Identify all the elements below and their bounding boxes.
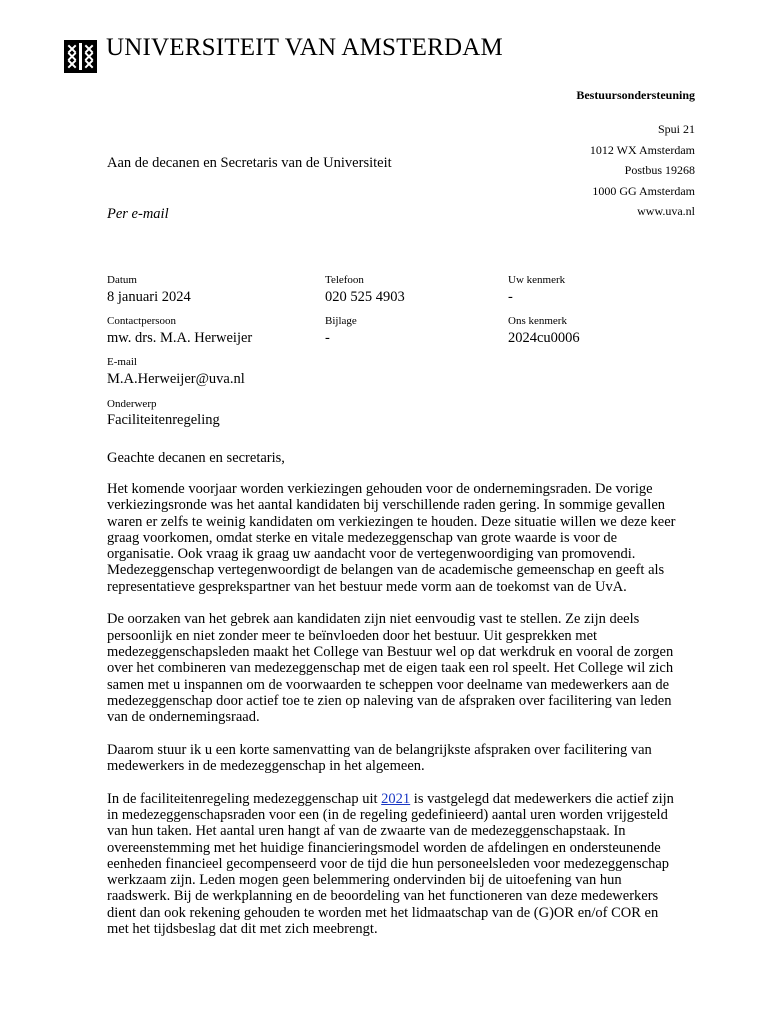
subject-value: Faciliteitenregeling <box>107 412 220 428</box>
uw-kenmerk-value: - <box>508 289 513 305</box>
paragraph: Daarom stuur ik u een korte samenvatting van de belangrijkste afspraken over facilitering van medewerkers in de medezeggenschap in het algemeen. <box>107 741 652 775</box>
paragraph: De oorzaken van het gebrek aan kandidaten zijn niet eenvoudig vast te stellen. Ze zijn deels persoonlijk en niet zonder meer te beïnvloeden door het bestuur. Uit gesprekken met medezeggenschapsleden maakt het College van Bestuur wel op dat werkdruk en vooral de zorgen over het combineren van medezeggenschap met de eigen taak een rol speelt. Het College wil zich samen met u inspannen om de voorwaarden te scheppen voor deelname van medewerkers aan de medezeggenschap door actief toe te zien op naleving van de afspraken over facilitering van leden van de ondernemingsraad. <box>107 611 674 726</box>
ons-kenmerk-value: 2024cu0006 <box>508 330 580 346</box>
address-line: Postbus 19268 <box>624 163 695 177</box>
regeling-2021-link[interactable]: 2021 <box>381 790 411 807</box>
paragraph: Het komende voorjaar worden verkiezingen gehouden voor de ondernemingsraden. De vorige verkiezingsronde was het aantal kandidaten bij verschillende raden gering. In sommige gevallen waren er zelfs te weinig kandidaten om verkiezingen te houden. Deze situatie willen we deze keer graag voorkomen, omdat sterke en vitale medezeggenschap van grote waarde is voor de organisatie. Ook vraag ik graag uw aandacht voor de vertegenwoordiging van promovendi. Medezeggenschap vertegenwoordigt de belangen van de academische gemeenschap en geeft als representatieve gesprekspartner van het bestuur mede vorm aan de toekomst van de UvA. <box>107 481 676 595</box>
datum-value: 8 januari 2024 <box>107 289 191 305</box>
contact-label: Contactpersoon <box>107 315 177 327</box>
uva-logo-icon <box>64 40 97 73</box>
address-line: Spui 21 <box>657 122 695 136</box>
paragraph <box>107 791 682 938</box>
delivery-method: Per e-mail <box>107 206 169 222</box>
university-name: UNIVERSITEIT VAN AMSTERDAM <box>106 34 503 61</box>
uw-kenmerk-label: Uw kenmerk <box>508 274 566 286</box>
address-line: 1012 WX Amsterdam <box>589 142 695 157</box>
website-link[interactable]: www.uva.nl <box>637 204 695 218</box>
sender-address <box>590 119 695 222</box>
telefoon-label: Telefoon <box>325 274 364 286</box>
email-label: E-mail <box>107 356 137 368</box>
bijlage-value: - <box>325 330 330 346</box>
salutation: Geachte decanen en secretaris, <box>107 450 285 466</box>
ons-kenmerk-label: Ons kenmerk <box>508 315 567 327</box>
contact-value: mw. drs. M.A. Herweijer <box>107 330 253 346</box>
email-value[interactable]: M.A.Herweijer@uva.nl <box>107 371 245 387</box>
paragraph-text: is vastgelegd dat medewerkers die actief zijn in medezeggenschapsraden voor een (in de regeling gedefinieerd) aantal uren worden vrijgesteld van hun taken. Het aantal uren hangt af van de zwaarte van de medezeggenschapstaak. In overeenstemming met het huidige financieringsmodel worden de afdelingen en ondersteunende eenheden financieel gecompenseerd voor de tijd die hun personeelsleden voor medezeggenschap werkzaam zijn. Leden mogen geen belemmering ondervinden bij de uitoefening van hun raadswerk. Bij de werkplanning en de beoordeling van het functioneren van deze medewerkers dient dan ook rekening gehouden te worden met het lidmaatschap van de (G)OR en/of COR en met het tijdsbeslag dat dit met zich meebrengt. <box>107 790 674 938</box>
bijlage-label: Bijlage <box>325 315 357 327</box>
department-name: Bestuursondersteuning <box>576 88 695 102</box>
letter-body <box>107 481 682 954</box>
recipient-line: Aan de decanen en Secretaris van de Universiteit <box>107 155 392 171</box>
paragraph-text: In de faciliteitenregeling medezeggenschap uit <box>107 790 382 807</box>
telefoon-value: 020 525 4903 <box>325 289 405 305</box>
subject-label: Onderwerp <box>107 398 157 410</box>
datum-label: Datum <box>107 274 137 286</box>
address-line: 1000 GG Amsterdam <box>592 183 695 198</box>
